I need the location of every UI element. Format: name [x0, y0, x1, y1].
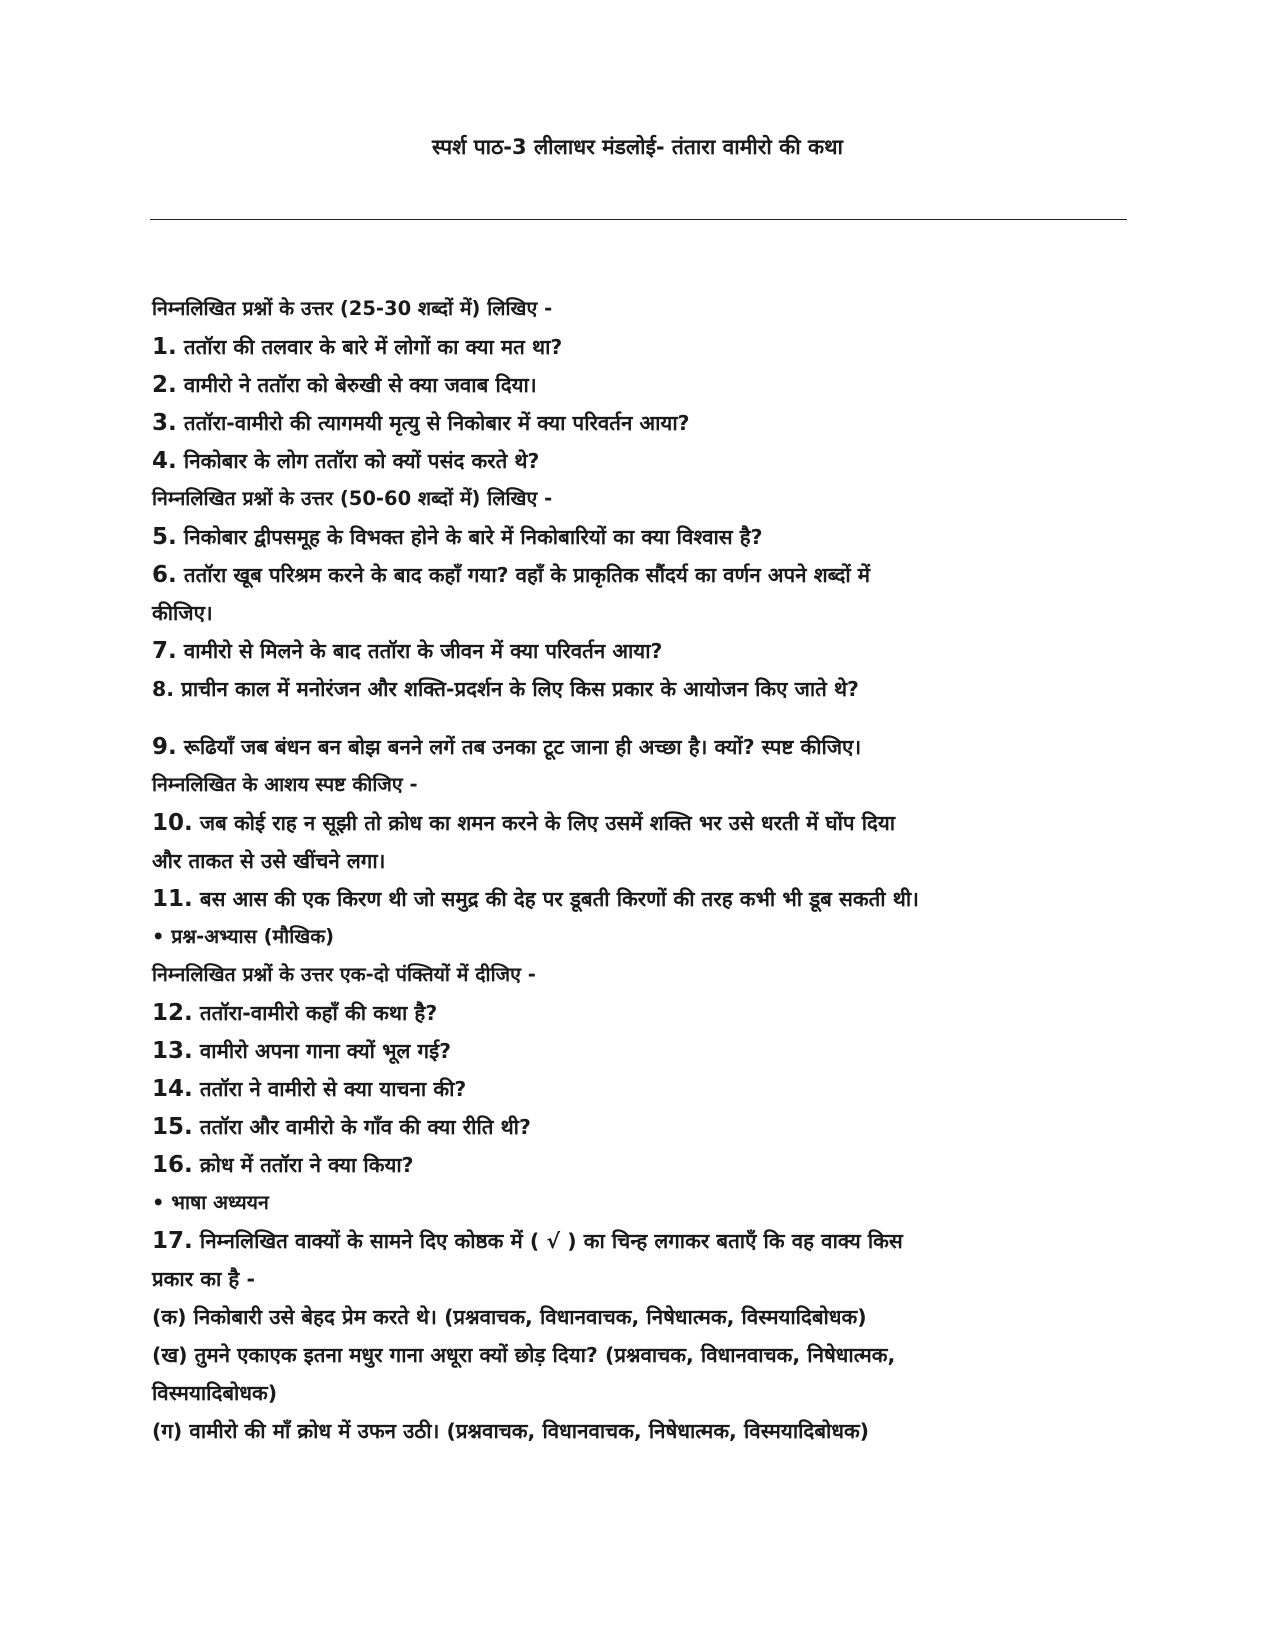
- question-item: 8. प्राचीन काल में मनोरंजन और शक्ति-प्रदर्शन के लिए किस प्रकार के आयोजन किए जाते थे?: [152, 677, 859, 701]
- question-continuation: और ताकत से उसे खींचने लगा।: [152, 849, 386, 873]
- question-item: 2. वामीरो ने ततॉरा को बेरुखी से क्या जवाब दिया।: [152, 372, 537, 398]
- section-instruction: निम्नलिखित प्रश्नों के उत्तर (50-60 शब्दों में) लिखिए -: [152, 487, 553, 510]
- sub-question-item: (क) निकोबारी उसे बेहद प्रेम करते थे। (प्रश्नवाचक, विधानवाचक, निषेधात्मक, विस्मयादिबोधक): [152, 1305, 867, 1329]
- question-item: 10. जब कोई राह न सूझी तो क्रोध का शमन करने के लिए उसमें शक्ति भर उसे धरती में घोंप दिया: [152, 810, 896, 836]
- question-continuation: कीजिए।: [152, 601, 213, 625]
- question-continuation: विस्मयादिबोधक): [152, 1381, 278, 1405]
- section-instruction: निम्नलिखित प्रश्नों के उत्तर एक-दो पंक्तियों में दीजिए -: [152, 963, 536, 986]
- section-instruction: निम्नलिखित प्रश्नों के उत्तर (25-30 शब्दों में) लिखिए -: [152, 297, 553, 320]
- question-item: 6. ततॉरा खूब परिश्रम करने के बाद कहाँ गया? वहाँ के प्राकृतिक सौंदर्य का वर्णन अपने शब्दों में: [152, 562, 871, 588]
- question-continuation: प्रकार का है -: [152, 1267, 255, 1291]
- page-title: स्पर्श पाठ-3 लीलाधर मंडलोई- तंतारा वामीरो की कथा: [432, 135, 843, 159]
- question-item: 13. वामीरो अपना गाना क्यों भूल गई?: [152, 1038, 452, 1064]
- sub-question-item: (ख) तुमने एकाएक इतना मधुर गाना अधूरा क्यों छोड़ दिया? (प्रश्नवाचक, विधानवाचक, निषेधात्मक,: [152, 1343, 896, 1367]
- question-item: 5. निकोबार द्वीपसमूह के विभक्त होने के बारे में निकोबारियों का क्या विश्वास है?: [152, 524, 763, 550]
- title-divider: [150, 219, 1127, 220]
- section-heading: • भाषा अध्ययन: [152, 1191, 269, 1214]
- question-item: 7. वामीरो से मिलने के बाद ततॉरा के जीवन में क्या परिवर्तन आया?: [152, 638, 663, 664]
- section-heading: • प्रश्न-अभ्यास (मौखिक): [152, 925, 335, 948]
- question-item: 14. ततॉरा ने वामीरो से क्या याचना की?: [152, 1076, 467, 1102]
- section-instruction: निम्नलिखित के आशय स्पष्ट कीजिए -: [152, 773, 418, 796]
- question-item: 12. ततॉरा-वामीरो कहाँ की कथा है?: [152, 1000, 438, 1026]
- question-list: [152, 290, 1127, 1450]
- question-item: 1. ततॉरा की तलवार के बारे में लोगों का क्या मत था?: [152, 334, 563, 360]
- question-item: 4. निकोबार के लोग ततॉरा को क्यों पसंद करते थे?: [152, 448, 540, 474]
- question-item: 3. ततॉरा-वामीरो की त्यागमयी मृत्यु से निकोबार में क्या परिवर्तन आया?: [152, 410, 690, 436]
- question-item: 16. क्रोध में ततॉरा ने क्या किया?: [152, 1152, 414, 1178]
- sub-question-item: (ग) वामीरो की माँ क्रोध में उफन उठी। (प्रश्नवाचक, विधानवाचक, निषेधात्मक, विस्मयादिबोधक): [152, 1419, 870, 1443]
- question-item: 17. निम्नलिखित वाक्यों के सामने दिए कोष्ठक में ( √ ) का चिन्ह लगाकर बताएँ कि वह वाक्य किस: [152, 1228, 903, 1254]
- question-item: 15. ततॉरा और वामीरो के गाँव की क्या रीति थी?: [152, 1114, 531, 1140]
- question-item: 9. रूढियाँ जब बंधन बन बोझ बनने लगें तब उनका टूट जाना ही अच्छा है। क्यों? स्पष्ट कीजिए।: [152, 734, 862, 760]
- question-item: 11. बस आस की एक किरण थी जो समुद्र की देह पर डूबती किरणों की तरह कभी भी डूब सकती थी।: [152, 886, 919, 912]
